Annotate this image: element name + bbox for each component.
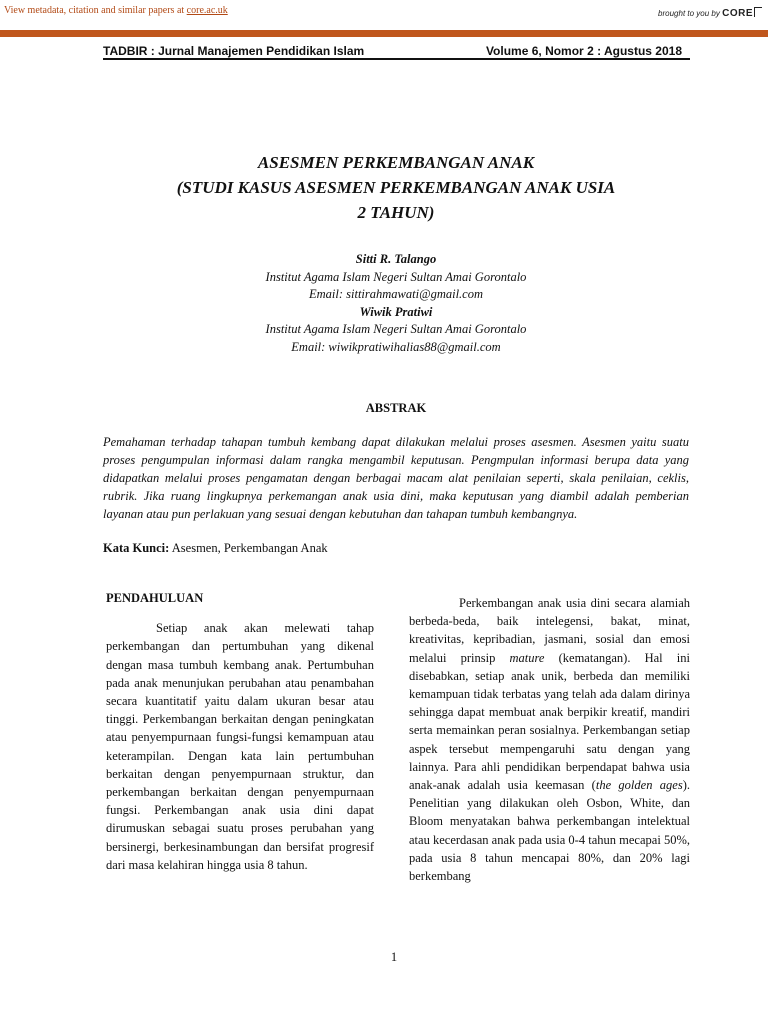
core-logo-icon [754,7,762,17]
left-column [106,589,374,874]
abstract-body: Pemahaman terhadap tahapan tumbuh kembang dapat dilakukan melalui proses asesmen. Asesmen yaitu suatu proses pengumpulan informasi dalam rangka mengambil keputusan. Pengmpulan informasi berupa data yang didapatkan melalui proses pengamatan dengan berbagai macam alat penilaian seperti, skala penilaian, ceklis, rubrik. Jika ruang lingkupnya perkemangan anak usia dini, maka keputusan yang diambil adalah pemberian layanan atau pun perlakuan yang sesuai dengan kebutuhan dan tahapan tumbuh kembangnya. [103,435,689,521]
title-line-2: (STUDI KASUS ASESMEN PERKEMBANGAN ANAK USIA [176,178,616,197]
section-heading: PENDAHULUAN [106,591,204,605]
core-banner [0,0,768,30]
right-column [409,594,690,885]
italic-term: the golden ages [595,778,683,793]
author-institution: Institut Agama Islam Negeri Sultan Amai Gorontalo [265,322,527,336]
core-site-link[interactable]: core.ac.uk [186,5,228,16]
keywords [103,541,689,556]
title-line-3: 2 TAHUN) [357,203,435,222]
volume-info: Volume 6, Nomor 2 : Agustus 2018 [485,44,682,58]
intro-paragraph: Setiap anak akan melewati tahap perkembangan dan pertumbuhan yang dikenal dengan masa tumbuh kembang anak. Pertumbuhan pada anak menunjukan perubahan atau penambahan secara kuantitatif yaitu dalam ukuran besar atau tinggi. Perkembangan berkaitan dengan peningkatan atau penyempurnaan fungsi-fungsi kemampuan atau keterampilan. Dengan kata lain pertumbuhan berkaitan dengan penyempurnaan struktur, dan perkembangan berkaitan dengan penyempurnaan fungsi. Perkembangan anak usia dini dapat dirumuskan sebagai suatu proses perubahan yang bersinergi, berkesinambungan dan bersifat progresif dari masa kelahiran hingga usia 8 tahun. [106,621,374,872]
author-name: Wiwik Pratiwi [359,304,433,319]
core-logo: CORE [722,8,753,19]
italic-term: mature [509,650,545,665]
orange-band [0,30,768,37]
paper-title [103,150,689,225]
keywords-label: Kata Kunci: [103,541,170,555]
author-institution: Institut Agama Islam Negeri Sultan Amai Gorontalo [265,269,527,284]
abstract-heading: ABSTRAK [365,401,427,415]
core-brought-by[interactable]: brought to you by CORE [658,7,762,19]
author-email: Email: sittirahmawati@gmail.com [309,287,483,301]
journal-name: TADBIR : Jurnal Manajemen Pendidikan Islam [103,44,365,58]
keywords-value: Asesmen, Perkembangan Anak [169,541,328,555]
title-line-1: ASESMEN PERKEMBANGAN ANAK [257,153,535,172]
running-head [103,44,690,60]
page-number: 1 [390,950,398,964]
author-block [103,251,689,356]
core-metadata-link[interactable]: View metadata, citation and similar papers at core.ac.uk [4,5,228,16]
author-name: Sitti R. Talango [355,252,437,266]
body-paragraph: Perkembangan anak usia dini secara alamiah berbeda-beda, baik intelegensi, bakat, minat, kreativitas, kepribadian, jasmani, sosial dan emosi melalui prinsip mature (kematangan). Hal ini disebabkan, setiap anak unik, berbeda dan memiliki kemampuan tidak terbatas yang telah ada dalam dirinya sehingga dapat membuat anak berpikir kreatif, mandiri serta memainkan peran sosialnya. Perkembangan setiap aspek tersebut mempengaruhi satu dengan yang lainnya. Para ahli pendidikan berpendapat bahwa usia anak-anak adalah usia keemasan (the golden ages). Penelitian yang dilakukan oleh Osbon, White, dan Bloom menyatakan bahwa perkembangan intelektual atau kecerdasan anak pada usia 0-4 tahun mecapai 50%, pada usia 8 tahun mencapai 80%, dan 20% lagi berkembang [409,596,690,884]
author-email: Email: wiwikpratiwihalias88@gmail.com [291,339,501,354]
